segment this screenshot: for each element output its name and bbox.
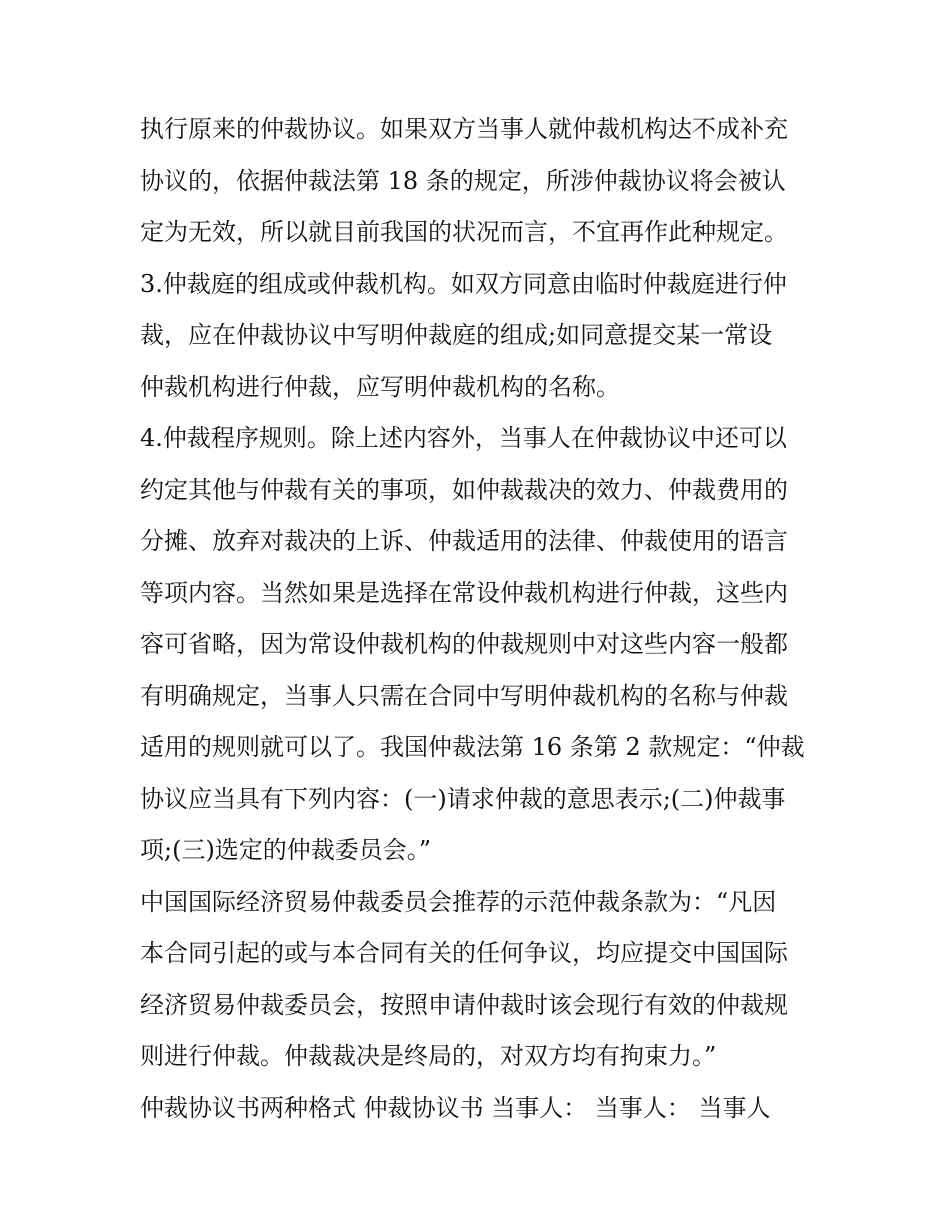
text-line: 本合同引起的或与本合同有关的任何争议，均应提交中国国际 (140, 939, 788, 967)
text-line: 3.仲裁庭的组成或仲裁机构。如双方同意由临时仲裁庭进行仲 (140, 269, 787, 298)
text-line: 则进行仲裁。仲裁裁决是终局的，对双方均有拘束力。” (140, 1042, 717, 1070)
text-line: 中国国际经济贸易仲裁委员会推荐的示范仲裁条款为：“凡因 (140, 887, 777, 916)
text-line: 仲裁机构进行仲裁，应写明仲裁机构的名称。 (140, 372, 620, 401)
text-line: 定为无效，所以就目前我国的状况而言，不宜再作此种规定。 (140, 218, 788, 246)
text-line: 容可省略，因为常设仲裁机构的仲裁规则中对这些内容一般都 (140, 630, 788, 658)
text-line: 有明确规定，当事人只需在合同中写明仲裁机构的名称与仲裁 (140, 681, 788, 710)
text-line: 裁，应在仲裁协议中写明仲裁庭的组成;如同意提交某一常设 (140, 321, 773, 349)
text-line: 4.仲裁程序规则。除上述内容外，当事人在仲裁协议中还可以 (140, 424, 787, 452)
text-line: 经济贸易仲裁委员会，按照申请仲裁时该会现行有效的仲裁规 (140, 990, 788, 1019)
text-line: 项;(三)选定的仲裁委员会。” (140, 836, 432, 864)
text-line: 执行原来的仲裁协议。如果双方当事人就仲裁机构达不成补充 (140, 115, 788, 143)
text-line: 协议的，依据仲裁法第 18 条的规定，所涉仲裁协议将会被认 (140, 166, 786, 195)
text-line: 约定其他与仲裁有关的事项，如仲裁裁决的效力、仲裁费用的 (140, 475, 788, 504)
body-text (140, 104, 820, 1134)
text-line: 分摊、放弃对裁决的上诉、仲裁适用的法律、仲裁使用的语言 (140, 527, 788, 555)
text-line: 适用的规则就可以了。我国仲裁法第 16 条第 2 款规定：“仲裁 (140, 733, 805, 761)
text-line: 协议应当具有下列内容：(一)请求仲裁的意思表示;(二)仲裁事 (140, 784, 786, 813)
text-line: 仲裁协议书两种格式 仲裁协议书 当事人： 当事人： 当事人 (140, 1093, 771, 1122)
text-line: 等项内容。当然如果是选择在常设仲裁机构进行仲裁，这些内 (140, 578, 788, 607)
